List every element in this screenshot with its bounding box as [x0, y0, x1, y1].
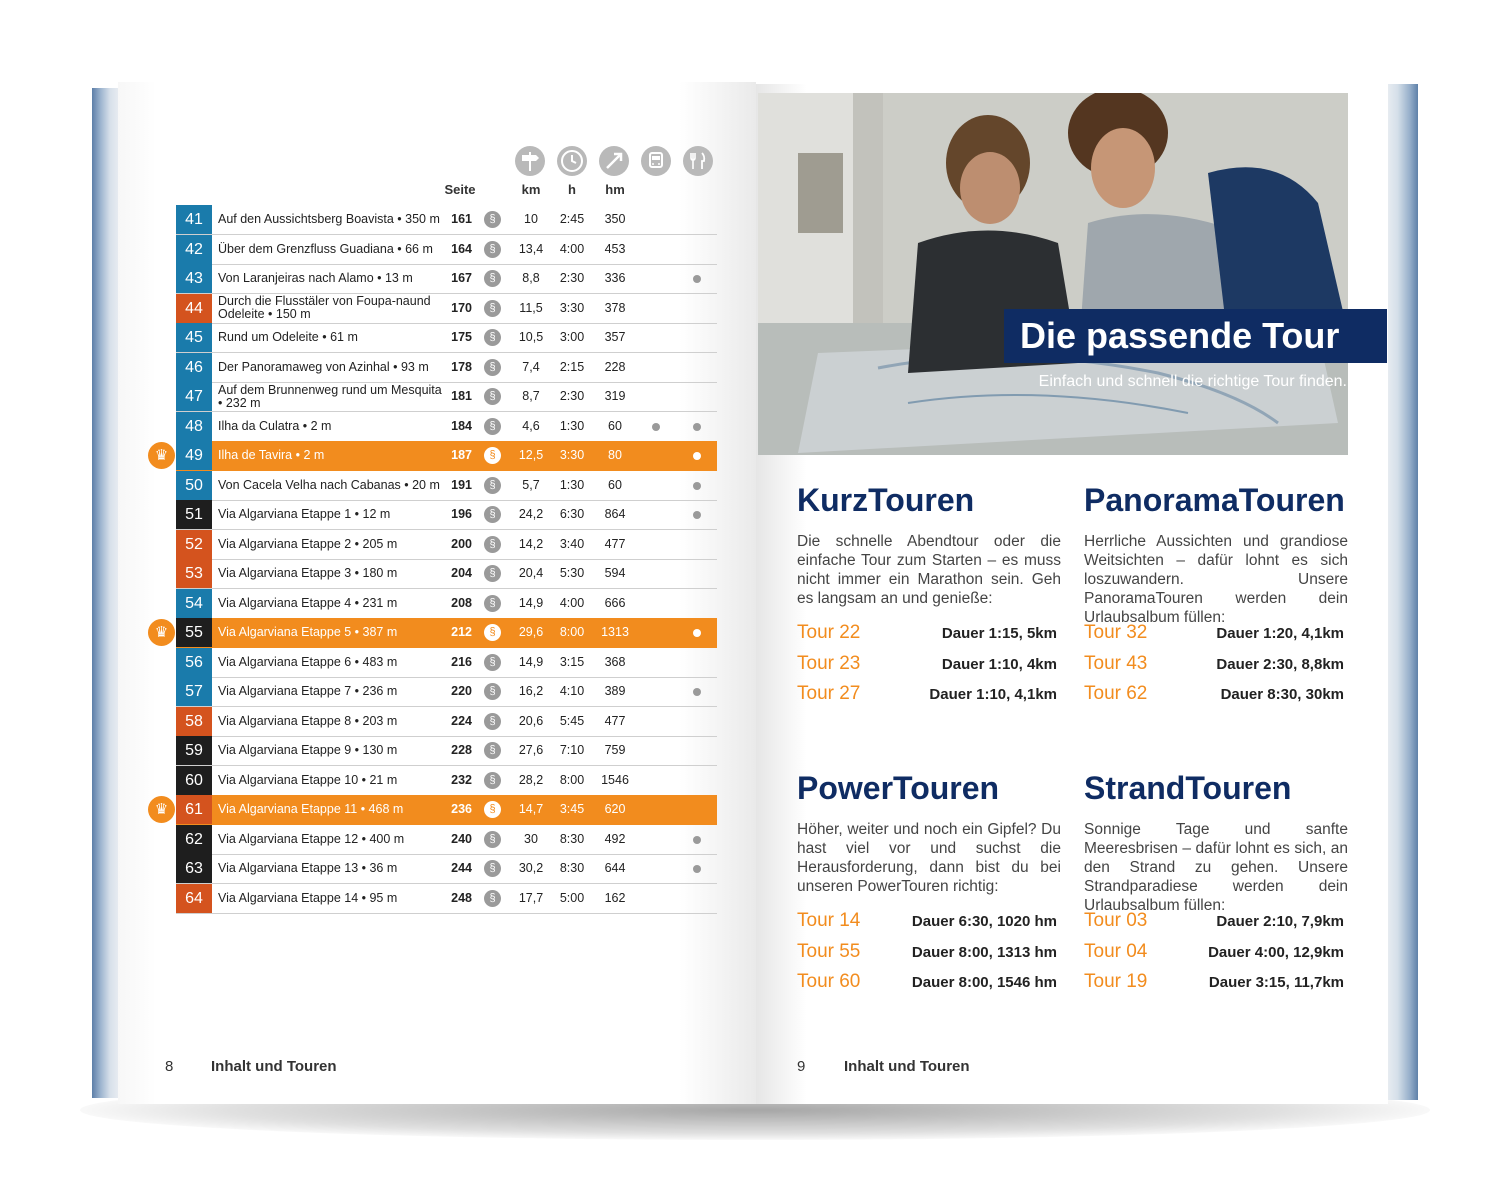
tour-duration: 1:30 — [559, 418, 585, 433]
tour-number: 47 — [176, 382, 212, 411]
table-row — [176, 412, 717, 442]
difficulty-icon: § — [484, 447, 501, 464]
tour-page: 208 — [451, 595, 472, 610]
page-number-left: 8 — [165, 1058, 174, 1075]
tour-duration: 2:45 — [559, 212, 585, 226]
tour-number: 45 — [176, 323, 212, 352]
tour-page: 200 — [451, 536, 472, 551]
elevation-icon — [599, 146, 629, 176]
difficulty-icon: § — [484, 772, 501, 789]
tour-km: 20,4 — [518, 566, 544, 580]
table-row — [154, 795, 717, 825]
category-description: Herrliche Aussichten und grandiose Weitsichten – dafür lohnt es sich loszuwandern. Unsere PanoramaTouren werden dein Urlaubsalbum füllen: — [1084, 533, 1348, 626]
tour-page: 240 — [451, 831, 472, 846]
tour-duration-info: Dauer 8:00, 1313 hm — [911, 943, 1057, 961]
difficulty-icon: § — [484, 654, 501, 671]
tour-name: Über dem Grenzfluss Guadiana • 66 m — [218, 241, 433, 256]
tour-number: 61 — [176, 795, 212, 824]
tour-number: 59 — [176, 736, 212, 765]
tour-page: 212 — [451, 625, 472, 639]
tour-name: Via Algarviana Etappe 4 • 231 m — [218, 595, 398, 610]
table-row — [176, 648, 717, 678]
tour-duration: 3:00 — [559, 330, 585, 344]
tour-km: 14,2 — [518, 536, 544, 551]
bus-icon — [641, 146, 671, 176]
column-header-hm: hm — [605, 182, 625, 197]
clock-icon — [557, 146, 587, 176]
tour-elevation: 60 — [608, 418, 622, 433]
tour-duration: 4:10 — [559, 684, 585, 698]
tour-name: Via Algarviana Etappe 14 • 95 m — [218, 890, 398, 905]
tour-name: Rund um Odeleite • 61 m — [218, 330, 358, 344]
difficulty-icon: § — [484, 211, 501, 228]
tour-number: 54 — [176, 589, 212, 618]
difficulty-icon: § — [484, 329, 501, 346]
tour-page: 187 — [451, 448, 472, 462]
difficulty-icon: § — [484, 359, 501, 376]
tour-number: 64 — [176, 884, 212, 913]
tour-name: Via Algarviana Etappe 7 • 236 m — [218, 684, 398, 698]
tour-elevation: 477 — [604, 536, 626, 551]
table-row — [176, 235, 717, 265]
tour-number: 57 — [176, 677, 212, 706]
tour-link[interactable]: Tour 23 — [797, 652, 861, 674]
bus-indicator-icon — [652, 423, 660, 431]
tour-duration-info: Dauer 4:00, 12,9km — [1208, 943, 1344, 961]
difficulty-icon: § — [484, 801, 501, 818]
table-row — [154, 441, 717, 471]
tour-km: 11,5 — [519, 300, 543, 315]
tour-name: Via Algarviana Etappe 13 • 36 m — [218, 861, 398, 875]
tour-km: 16,2 — [518, 684, 544, 698]
food-indicator-icon — [693, 865, 701, 873]
tour-number: 48 — [176, 412, 212, 441]
tour-km: 8,7 — [522, 389, 540, 403]
column-header-h: h — [568, 182, 576, 197]
tour-link[interactable]: Tour 27 — [797, 683, 861, 704]
tour-name: Der Panoramaweg von Azinhal • 93 m — [218, 359, 429, 374]
table-row — [176, 205, 717, 235]
tour-number: 58 — [176, 707, 212, 736]
table-row — [176, 736, 717, 766]
tour-number: 44 — [176, 294, 212, 323]
tour-elevation: 620 — [604, 802, 626, 816]
table-row — [176, 500, 717, 530]
tour-number: 55 — [176, 618, 212, 647]
tour-number: 49 — [176, 441, 212, 470]
food-indicator-icon — [693, 629, 701, 637]
difficulty-icon: § — [484, 270, 501, 287]
column-header-seite: Seite — [444, 182, 476, 197]
tour-duration-info: Dauer 1:20, 4,1km — [1216, 625, 1344, 642]
difficulty-icon: § — [484, 565, 501, 582]
tour-km: 20,6 — [518, 713, 544, 728]
crown-icon: ♛ — [148, 796, 175, 823]
tour-number: 42 — [176, 235, 212, 264]
tour-km: 12,5 — [518, 448, 544, 462]
difficulty-icon: § — [484, 536, 501, 553]
difficulty-icon: § — [484, 506, 501, 523]
tour-elevation: 60 — [608, 477, 622, 492]
table-row — [154, 618, 717, 648]
tour-number: 53 — [176, 559, 212, 588]
tour-page: 244 — [451, 861, 472, 875]
tour-duration: 8:30 — [559, 831, 585, 846]
food-indicator-icon — [693, 482, 701, 490]
tour-name: Ilha de Tavira • 2 m — [218, 448, 325, 462]
table-row — [176, 825, 717, 855]
signpost-icon — [515, 146, 545, 176]
food-indicator-icon — [693, 836, 701, 844]
tour-duration: 8:00 — [559, 625, 585, 639]
tour-number: 56 — [176, 648, 212, 677]
table-row — [176, 323, 717, 353]
difficulty-icon: § — [484, 418, 501, 435]
tour-name: Auf den Aussichtsberg Boavista • 350 m — [218, 212, 440, 226]
tour-name: Via Algarviana Etappe 1 • 12 m — [218, 507, 391, 521]
tour-number: 46 — [176, 353, 212, 382]
tour-elevation: 1546 — [601, 772, 629, 787]
tour-page: 236 — [451, 802, 472, 816]
tour-elevation: 759 — [604, 743, 626, 757]
restaurant-icon — [683, 146, 713, 176]
hikers-photo — [758, 93, 1348, 455]
difficulty-icon: § — [484, 624, 501, 641]
tour-link[interactable]: Tour 22 — [797, 622, 861, 643]
difficulty-icon: § — [484, 890, 501, 907]
tour-km: 30,2 — [518, 861, 544, 875]
tour-km: 13,4 — [518, 241, 544, 256]
difficulty-icon: § — [484, 595, 501, 612]
difficulty-icon: § — [484, 713, 501, 730]
tour-km: 10 — [524, 212, 538, 226]
tour-link[interactable]: Tour 55 — [797, 940, 861, 962]
food-indicator-icon — [693, 423, 701, 431]
category-title: StrandTouren — [1084, 770, 1292, 806]
tour-name: Ilha da Culatra • 2 m — [218, 418, 332, 433]
tour-elevation: 477 — [604, 713, 626, 728]
tour-link[interactable]: Tour 62 — [1084, 683, 1148, 704]
tour-km: 28,2 — [518, 772, 544, 787]
tour-elevation: 389 — [604, 684, 626, 698]
tour-duration: 3:30 — [559, 448, 585, 462]
table-row — [176, 707, 717, 737]
tour-name: Von Laranjeiras nach Alamo • 13 m — [218, 271, 413, 285]
tour-name: Via Algarviana Etappe 6 • 483 m — [218, 654, 398, 669]
food-indicator-icon — [693, 688, 701, 696]
tour-elevation: 864 — [604, 507, 626, 521]
tour-km: 29,6 — [518, 625, 544, 639]
table-row — [176, 471, 717, 501]
tour-link[interactable]: Tour 60 — [797, 971, 861, 992]
category-title: KurzTouren — [797, 482, 975, 518]
tour-km: 24,2 — [518, 507, 544, 521]
tour-link[interactable]: Tour 32 — [1084, 622, 1148, 643]
tour-name: Via Algarviana Etappe 9 • 130 m — [218, 743, 398, 757]
column-header-km: km — [521, 182, 541, 197]
category-description: Die schnelle Abendtour oder die einfache Tour zum Starten – es muss nicht immer ein Marathon sein. Geh es langsam an und genieße: — [797, 533, 1061, 607]
tour-name: Via Algarviana Etappe 12 • 400 m — [218, 831, 405, 846]
crown-icon: ♛ — [148, 442, 175, 469]
tour-duration: 3:40 — [559, 536, 585, 551]
tour-number: 43 — [176, 264, 212, 293]
crown-icon: ♛ — [148, 619, 175, 646]
tour-duration-info: Dauer 2:10, 7,9km — [1216, 913, 1344, 930]
tour-elevation: 644 — [604, 861, 626, 875]
tour-elevation: 80 — [608, 448, 622, 462]
tour-page: 184 — [451, 418, 472, 433]
running-title-right: Inhalt und Touren — [844, 1058, 970, 1075]
tour-number: 52 — [176, 530, 212, 559]
tour-page: 220 — [451, 684, 472, 698]
tour-name: Via Algarviana Etappe 2 • 205 m — [218, 536, 398, 551]
tour-duration: 3:45 — [559, 802, 585, 816]
difficulty-icon: § — [484, 300, 501, 317]
tour-km: 10,5 — [518, 330, 544, 344]
tour-duration: 7:10 — [559, 743, 585, 757]
difficulty-icon: § — [484, 683, 501, 700]
tour-page: 181 — [451, 389, 472, 403]
banner-title: Die passende Tour — [1004, 309, 1387, 363]
tour-name: Durch die Flusstäler von Foupa-naund Odeleite • 150 m — [218, 294, 431, 321]
tour-km: 8,8 — [522, 271, 540, 285]
category-description: Höher, weiter und noch ein Gipfel? Du hast viel vor und suchst die Herausforderung, dann bist du bei unseren PowerTouren richtig: — [797, 821, 1061, 895]
tour-duration: 5:30 — [559, 566, 585, 580]
tour-elevation: 350 — [604, 212, 626, 226]
table-row — [176, 589, 717, 619]
tour-page: 204 — [451, 566, 472, 580]
tour-elevation: 162 — [604, 890, 626, 905]
tour-name: Via Algarviana Etappe 3 • 180 m — [218, 566, 398, 580]
tour-duration-info: Dauer 6:30, 1020 hm — [911, 913, 1057, 930]
tour-number: 63 — [176, 854, 212, 883]
difficulty-icon: § — [484, 388, 501, 405]
tour-name: Via Algarviana Etappe 11 • 468 m — [218, 802, 404, 816]
table-row — [176, 294, 717, 324]
tour-page: 170 — [451, 300, 472, 315]
tour-name: Via Algarviana Etappe 5 • 387 m — [218, 625, 398, 639]
tour-page: 228 — [451, 743, 472, 757]
tour-page: 191 — [451, 477, 472, 492]
tour-elevation: 492 — [604, 831, 626, 846]
tour-name: Via Algarviana Etappe 10 • 21 m — [218, 772, 398, 787]
table-row — [176, 854, 717, 884]
tour-duration: 5:00 — [559, 890, 585, 905]
tour-duration: 3:30 — [559, 300, 585, 315]
tour-km: 17,7 — [518, 890, 544, 905]
tour-duration: 6:30 — [559, 507, 585, 521]
tour-link[interactable]: Tour 03 — [1084, 910, 1148, 931]
food-indicator-icon — [693, 275, 701, 283]
table-row — [176, 264, 717, 294]
tour-page: 216 — [451, 654, 472, 669]
page-number-right: 9 — [797, 1058, 806, 1075]
difficulty-icon: § — [484, 477, 501, 494]
tour-page: 167 — [451, 271, 472, 285]
tour-duration: 3:15 — [559, 654, 585, 669]
category-title: PowerTouren — [797, 770, 1000, 806]
tour-elevation: 319 — [604, 389, 626, 403]
tour-duration: 2:30 — [559, 271, 585, 285]
tour-km: 4,6 — [522, 418, 540, 433]
tour-duration-info: Dauer 1:10, 4,1km — [929, 686, 1057, 703]
tour-duration: 4:00 — [559, 595, 585, 610]
book-edge-right — [1384, 84, 1418, 1100]
tour-elevation: 666 — [604, 595, 626, 610]
tour-elevation: 453 — [604, 241, 626, 256]
tour-km: 7,4 — [522, 359, 540, 374]
tour-number: 50 — [176, 471, 212, 500]
difficulty-icon: § — [484, 241, 501, 258]
tour-duration-info: Dauer 8:30, 30km — [1220, 686, 1344, 703]
tour-duration: 1:30 — [559, 477, 585, 492]
tour-km: 27,6 — [518, 743, 544, 757]
tour-duration: 4:00 — [559, 241, 585, 256]
tour-number: 51 — [176, 500, 212, 529]
tour-page: 224 — [451, 713, 472, 728]
tour-duration: 5:45 — [559, 713, 585, 728]
tour-page: 175 — [451, 330, 472, 344]
tour-duration-info: Dauer 2:30, 8,8km — [1216, 655, 1344, 673]
tour-name: Via Algarviana Etappe 8 • 203 m — [218, 713, 398, 728]
difficulty-icon: § — [484, 860, 501, 877]
table-row — [176, 530, 717, 560]
tour-duration: 2:15 — [559, 359, 585, 374]
tour-page: 248 — [451, 890, 472, 905]
difficulty-icon: § — [484, 831, 501, 848]
tour-page: 196 — [451, 507, 472, 521]
tour-duration: 8:00 — [559, 772, 585, 787]
tour-link[interactable]: Tour 14 — [797, 910, 861, 931]
table-row — [176, 559, 717, 589]
tour-duration: 8:30 — [559, 861, 585, 875]
tour-name: Von Cacela Velha nach Cabanas • 20 m — [218, 477, 440, 492]
running-title-left: Inhalt und Touren — [211, 1058, 337, 1075]
banner-subtitle: Einfach und schnell die richtige Tour finden. — [1038, 373, 1347, 390]
tour-name: Auf dem Brunnenweg rund um Mesquita • 232 m — [218, 382, 442, 410]
tour-elevation: 228 — [604, 359, 626, 374]
tour-elevation: 368 — [604, 654, 626, 669]
tour-duration-info: Dauer 1:15, 5km — [941, 625, 1057, 642]
tour-km: 14,7 — [518, 802, 544, 816]
tour-number: 41 — [176, 205, 212, 234]
tour-number: 62 — [176, 825, 212, 854]
tour-km: 30 — [524, 831, 538, 846]
tour-elevation: 357 — [604, 330, 626, 344]
tour-km: 14,9 — [518, 595, 544, 610]
tour-duration: 2:30 — [559, 389, 585, 403]
tour-link[interactable]: Tour 43 — [1084, 652, 1148, 674]
tour-elevation: 594 — [604, 566, 626, 580]
tour-elevation: 336 — [604, 271, 626, 285]
difficulty-icon: § — [484, 742, 501, 759]
tour-link[interactable]: Tour 04 — [1084, 940, 1148, 962]
tour-number: 60 — [176, 766, 212, 795]
table-row — [176, 766, 717, 796]
table-row — [176, 884, 717, 914]
table-row — [176, 677, 717, 707]
food-indicator-icon — [693, 452, 701, 460]
tour-km: 5,7 — [522, 477, 540, 492]
category-title: PanoramaTouren — [1084, 482, 1345, 518]
tour-link[interactable]: Tour 19 — [1084, 971, 1148, 992]
table-row — [176, 382, 717, 412]
tour-duration-info: Dauer 1:10, 4km — [941, 655, 1057, 673]
tour-elevation: 378 — [604, 300, 626, 315]
tour-page: 161 — [451, 212, 472, 226]
tour-page: 178 — [451, 359, 472, 374]
tour-page: 164 — [451, 241, 472, 256]
tour-duration-info: Dauer 3:15, 11,7km — [1208, 974, 1344, 991]
tour-elevation: 1313 — [601, 625, 629, 639]
tour-page: 232 — [451, 772, 472, 787]
category-description: Sonnige Tage und sanfte Meeresbrisen – dafür lohnt es sich, an den Strand zu gehen. Unsere Strandparadiese werden dein Urlaubsalbum füllen: — [1084, 821, 1348, 914]
tour-duration-info: Dauer 8:00, 1546 hm — [911, 974, 1057, 991]
food-indicator-icon — [693, 511, 701, 519]
table-row — [176, 353, 717, 383]
tour-km: 14,9 — [518, 654, 544, 669]
